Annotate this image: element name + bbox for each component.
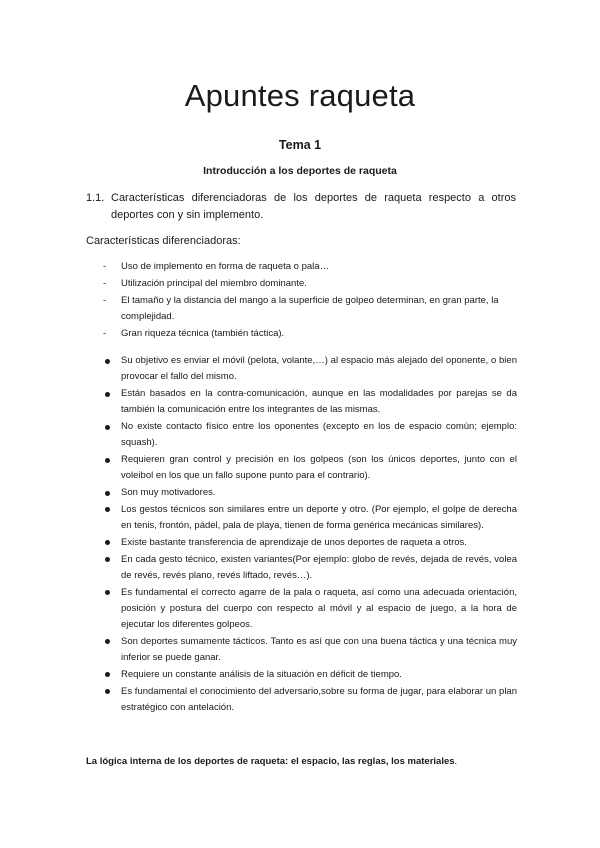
footer-heading-text: La lógica interna de los deportes de raqueta: el espacio, las reglas, los materiales (86, 756, 455, 767)
bullet-item-text: Los gestos técnicos son similares entre un deporte y otro. (Por ejemplo, el golpe de derecha en tenis, frontón, pádel, pala de playa, tienen de forma genérica mecánicas similares). (121, 503, 517, 531)
bullet-dot-icon (105, 540, 110, 545)
bullet-list-item (103, 452, 517, 484)
bullet-list-item (103, 419, 517, 451)
bullet-dot-icon (105, 639, 110, 644)
section-number: 1.1. (86, 192, 105, 204)
bullet-list-item (103, 667, 517, 683)
section-heading-line1: Características diferenciadoras de los deportes de raqueta respecto a otros (111, 192, 516, 204)
bullet-item-text: Es fundamental el correcto agarre de la pala o raqueta, así como una adecuada orientación, posición y postura del cuerpo con respecto al móvil y al espacio de juego, a la hora de ejecutar los diferentes golpeos. (121, 586, 517, 630)
dash-list-item (103, 293, 518, 326)
bullet-list-item (103, 585, 517, 634)
bullet-list-item (103, 502, 517, 534)
bullet-item-text: Son deportes sumamente tácticos. Tanto es así que con una buena táctica y una técnica muy inferior se puede ganar. (121, 635, 517, 663)
bullet-dot-icon (105, 557, 110, 562)
bullet-item-text: Requiere un constante análisis de la situación en déficit de tiempo. (121, 668, 402, 680)
bullet-dot-icon (105, 392, 110, 397)
bullet-dot-icon (105, 672, 110, 677)
dash-item-text: Uso de implemento en forma de raqueta o pala… (121, 261, 330, 272)
bullet-list-item (103, 552, 517, 584)
bullet-item-text: En cada gesto técnico, existen variantes(Por ejemplo: globo de revés, dejada de revés, volea de revés, revés plano, revés liftado, revés…). (121, 553, 517, 581)
dash-marker: - (103, 294, 107, 306)
dash-marker: - (103, 328, 107, 340)
footer-heading (86, 755, 516, 769)
dash-list (103, 259, 518, 343)
bullet-item-text: Son muy motivadores. (121, 487, 216, 498)
dash-marker: - (103, 261, 107, 272)
bullet-list-item (103, 535, 517, 551)
bullet-list-item (103, 684, 517, 716)
bullet-dot-icon (105, 425, 110, 430)
characteristics-subheading: Características diferenciadoras: (86, 235, 241, 247)
bullet-dot-icon (105, 359, 110, 364)
bullet-item-text: Requieren gran control y precisión en los golpeos (son los únicos deportes, junto con el voleibol en los que un fallo supone punto para el contrario). (121, 454, 517, 482)
bullet-dot-icon (105, 590, 110, 595)
bullet-list (103, 353, 517, 717)
bullet-item-text: Están basados en la contra-comunicación, aunque en las modalidades por parejas se da también la comunicación entre los integrantes de las mismas. (121, 388, 517, 416)
bullet-list-item (103, 485, 517, 501)
bullet-list-item (103, 634, 517, 666)
dash-item-text: Utilización principal del miembro dominante. (121, 277, 307, 289)
topic-title: Tema 1 (278, 138, 322, 152)
document-title: Apuntes raqueta (184, 78, 416, 113)
dash-item-text: Gran riqueza técnica (también táctica). (121, 328, 285, 340)
bullet-list-item (103, 386, 517, 418)
bullet-item-text: Existe bastante transferencia de aprendizaje de unos deportes de raqueta a otros. (121, 536, 467, 548)
bullet-dot-icon (105, 507, 110, 512)
bullet-list-item (103, 353, 517, 385)
dash-marker: - (103, 277, 107, 289)
bullet-dot-icon (105, 491, 110, 496)
bullet-item-text: Su objetivo es enviar el móvil (pelota, volante,…) al espacio más alejado del oponente, o bien provocar el fallo del mismo. (121, 355, 517, 383)
dash-list-item (103, 259, 518, 275)
intro-heading: Introducción a los deportes de raqueta (203, 165, 397, 177)
section-heading (86, 190, 516, 224)
bullet-dot-icon (105, 458, 110, 463)
dash-list-item (103, 276, 518, 292)
bullet-item-text: No existe contacto físico entre los oponentes (excepto en los de espacio común; ejemplo: squash). (121, 421, 517, 449)
dash-item-text: El tamaño y la distancia del mango a la superficie de golpeo determinan, en gran parte, la complejidad. (121, 294, 499, 323)
bullet-dot-icon (105, 689, 110, 694)
section-heading-line2: deportes con y sin implemento. (111, 209, 264, 221)
footer-heading-period: . (454, 756, 458, 767)
dash-list-item (103, 326, 518, 342)
bullet-item-text: Es fundamental el conocimiento del adversario,sobre su forma de jugar, para elaborar un plan estratégico con antelación. (121, 685, 517, 713)
